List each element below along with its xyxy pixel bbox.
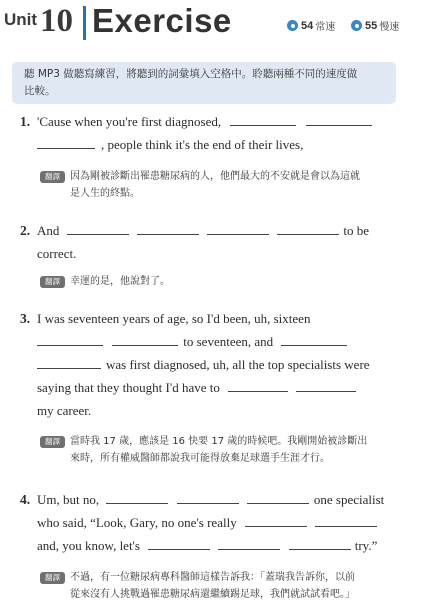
instructions-line: 聽 MP3 做聽寫練習，將聽到的詞彙填入空格中。聆聽兩種不同的速度做 — [24, 68, 358, 80]
translation-text: 不過，有一位糖尿病專科醫師這樣告訴我：「蓋瑞我告訴你，以前 從來沒有人挑戰過罹患糖尿病還繼續踢足球，我們就試試看吧。」 — [70, 572, 355, 600]
translation-text: 幸運的是，他說對了。 — [70, 276, 170, 287]
translation-text: 當時我 17 歲，應該是 16 快要 17 歲的時候吧。我剛開始被診斷出 來時，所有權威醫師都說我可能得放棄足球選手生涯才行。 — [70, 436, 368, 464]
answer-blank[interactable] — [306, 115, 372, 126]
audio-track-normal[interactable] — [287, 18, 335, 33]
answer-blank[interactable] — [177, 493, 239, 504]
answer-blank[interactable] — [148, 539, 210, 550]
answer-blank[interactable] — [315, 516, 377, 527]
answer-blank[interactable] — [289, 539, 351, 550]
cd-icon — [351, 20, 362, 31]
answer-blank[interactable] — [230, 115, 296, 126]
question-line: was first diagnosed, uh, all the top specialists were — [37, 357, 370, 373]
page-header — [0, 0, 422, 48]
answer-blank[interactable] — [247, 493, 309, 504]
answer-blank[interactable] — [37, 138, 95, 149]
answer-blank[interactable] — [67, 224, 129, 235]
answer-blank[interactable] — [37, 358, 101, 369]
track-number: 54 — [301, 19, 314, 32]
question-line: , people think it's the end of their lives, — [37, 137, 303, 153]
question-line: I was seventeen years of age, so I'd been, uh, sixteen — [37, 311, 311, 326]
title-divider — [83, 6, 86, 40]
answer-blank[interactable] — [37, 335, 103, 346]
question-number: 2. — [20, 223, 31, 238]
instructions-line: 比較。 — [24, 85, 56, 97]
answer-blank[interactable] — [112, 335, 178, 346]
track-number: 55 — [365, 19, 378, 32]
question-line: my career. — [37, 403, 92, 418]
unit-label: Unit — [4, 10, 38, 29]
answer-blank[interactable] — [228, 381, 288, 392]
answer-blank[interactable] — [245, 516, 307, 527]
question-number: 3. — [20, 311, 31, 326]
question-line: who said, “Look, Gary, no one's really — [37, 515, 377, 531]
translation-badge: 翻譯 — [40, 276, 65, 288]
translation-badge: 翻譯 — [40, 436, 65, 448]
answer-blank[interactable] — [106, 493, 168, 504]
answer-blank[interactable] — [137, 224, 199, 235]
track-speed: 慢速 — [379, 22, 400, 33]
answer-blank[interactable] — [281, 335, 347, 346]
question-number: 4. — [20, 492, 31, 507]
question-number: 1. — [20, 114, 31, 129]
unit-number: 10 — [40, 3, 73, 39]
track-speed: 常速 — [315, 22, 336, 33]
answer-blank[interactable] — [296, 381, 356, 392]
question-line: and, you know, let's try.” — [37, 538, 378, 553]
answer-blank[interactable] — [277, 224, 339, 235]
question-line: correct. — [37, 246, 77, 261]
answer-blank[interactable] — [218, 539, 280, 550]
translation-badge: 翻譯 — [40, 171, 65, 183]
instructions-box — [12, 62, 396, 104]
page-title: Exercise — [92, 2, 232, 39]
question-line: Um, but no, one specialist — [37, 492, 385, 507]
answer-blank[interactable] — [207, 224, 269, 235]
translation-badge: 翻譯 — [40, 572, 65, 584]
translation-text: 因為剛被診斷出罹患糖尿病的人，他們最大的不安就是會以為這就 是人生的終點。 — [70, 171, 360, 199]
question-line: And to be — [37, 223, 370, 238]
question-line: saying that they thought I'd have to — [37, 380, 356, 396]
question-line: to seventeen, and — [37, 334, 347, 350]
question-line: 'Cause when you're first diagnosed, — [37, 114, 372, 130]
audio-track-slow[interactable] — [351, 18, 399, 33]
cd-icon — [287, 20, 298, 31]
